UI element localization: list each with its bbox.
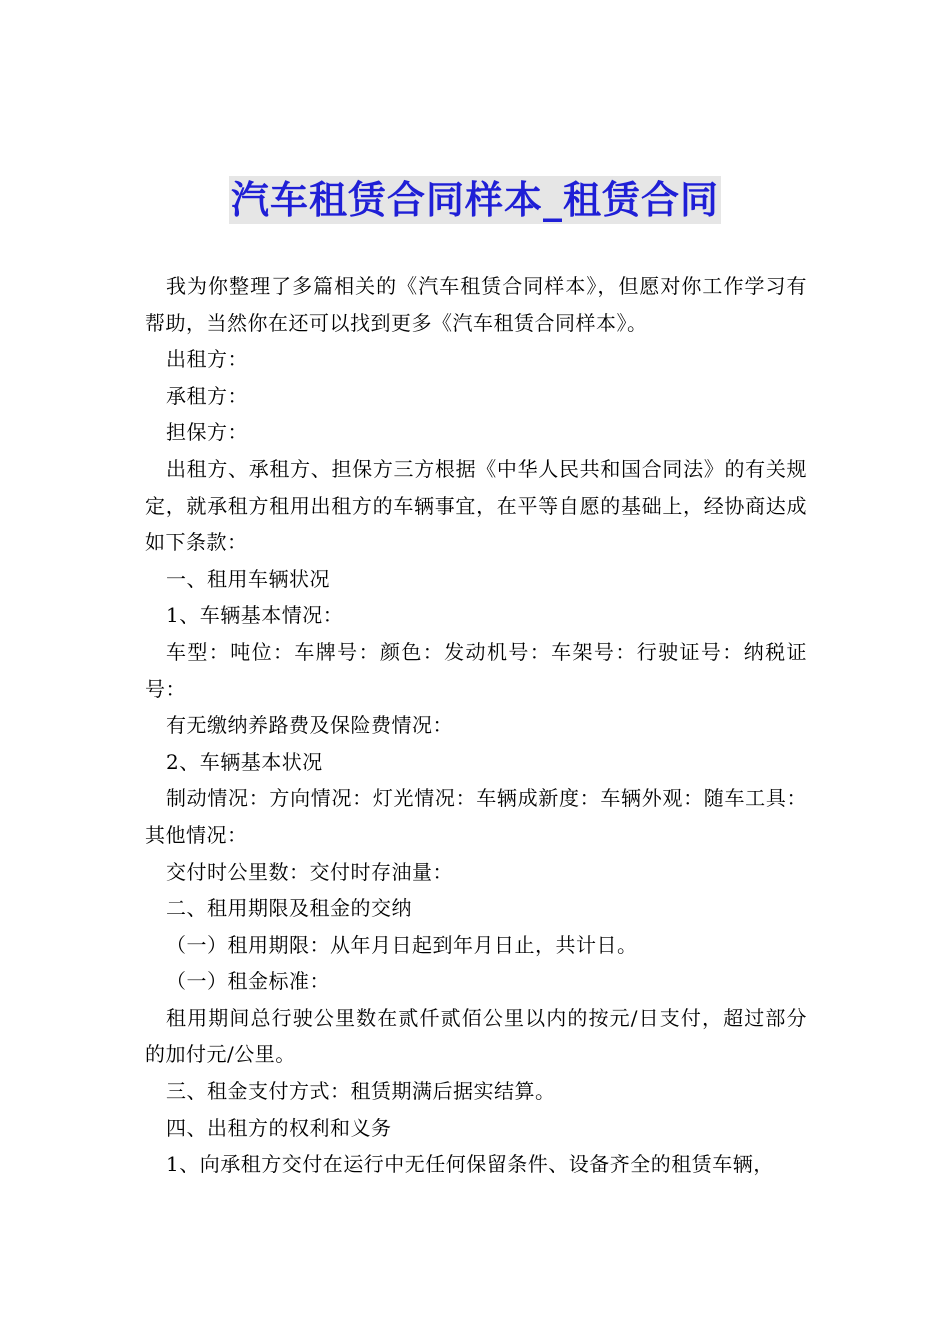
condition-fields-paragraph: 制动情况：方向情况：灯光情况：车辆成新度：车辆外观：随车工具：其他情况： [145,786,807,847]
intro-paragraph: 我为你整理了多篇相关的《汽车租赁合同样本》，但愿对你工作学习有帮助，当然你在还可以找到更多《汽车租赁合同样本》。 [145,274,807,335]
rent-standard-paragraph: （一）租金标准： [166,969,330,994]
guarantor-line: 担保方： [166,420,248,445]
delivery-fields-paragraph: 交付时公里数：交付时存油量： [166,859,453,884]
mileage-paragraph: 租用期间总行驶公里数在贰仟贰佰公里以内的按元/日支付，超过部分的加付元/公里。 [145,1005,807,1067]
subsection-1-1: 1、车辆基本情况： [166,603,344,628]
lessor-line: 出租方： [166,347,248,372]
preamble-paragraph: 出租方、承租方、担保方三方根据《中华人民共和国合同法》的有关规定，就承租方租用出租方的车辆事宜，在平等自愿的基础上，经协商达成如下条款： [145,456,807,555]
section-heading-1: 一、租用车辆状况 [166,566,330,591]
lessee-line: 承租方： [166,383,248,408]
document-body [145,268,807,1183]
title-block [0,176,950,224]
section-heading-4: 四、出租方的权利和义务 [166,1115,392,1140]
document-title: 汽车租赁合同样本_租赁合同 [230,178,719,222]
vehicle-fields-paragraph: 车型：吨位：车牌号：颜色：发动机号：车架号：行驶证号：纳税证号： [145,639,807,701]
section-heading-2: 二、租用期限及租金的交纳 [166,896,412,921]
subsection-1-2: 2、车辆基本状况 [166,749,323,774]
section-heading-3: 三、租金支付方式：租赁期满后据实结算。 [166,1079,556,1104]
obligation-paragraph-1: 1、向承租方交付在运行中无任何保留条件、设备齐全的租赁车辆， [166,1152,774,1177]
rental-term-paragraph: （一）租用期限：从年月日起到年月日止，共计日。 [166,932,638,957]
fees-paragraph: 有无缴纳养路费及保险费情况： [166,713,453,738]
